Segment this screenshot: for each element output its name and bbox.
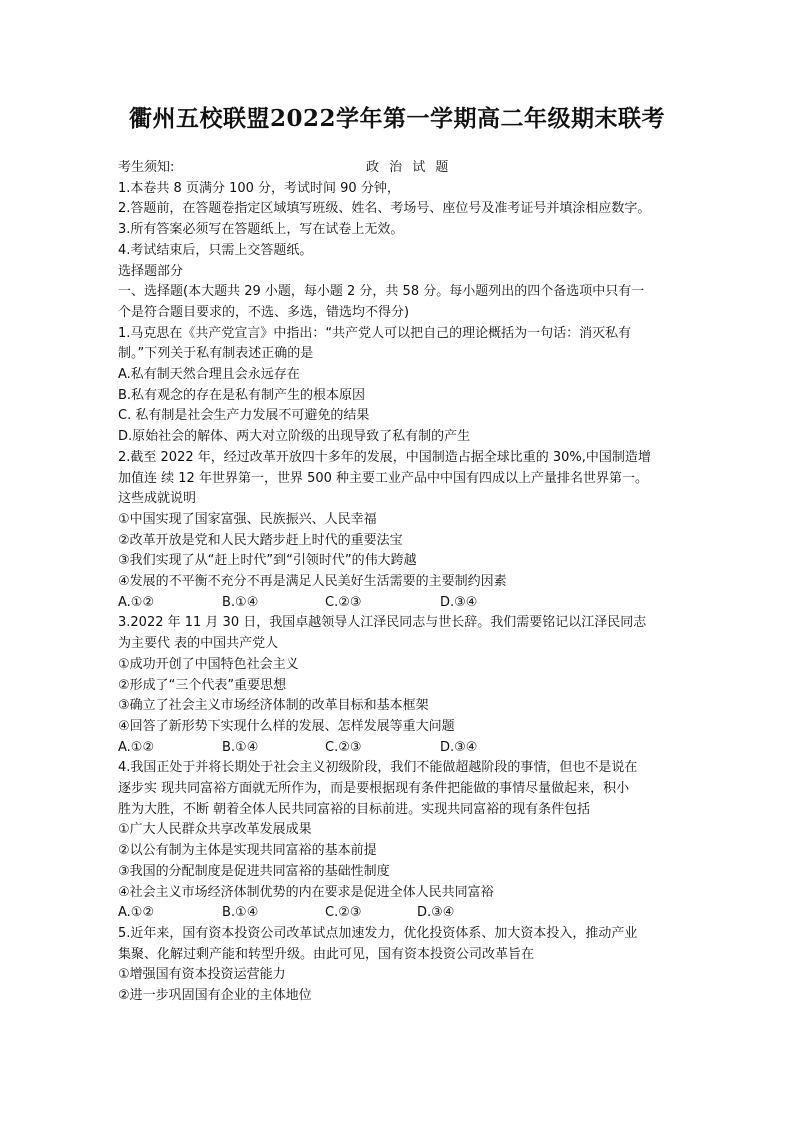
q5-statement-1: ①增强国有资本投资运营能力 — [118, 967, 286, 983]
q4-stem-line-2: 逐步实 现共同富裕方面就无所作为，而是要根据现有条件把能做的事情尽量做起来，积小 — [118, 781, 630, 797]
q3-option-c: C.②③ — [325, 739, 362, 755]
q3-statement-3: ③确立了社会主义市场经济体制的改革目标和基本框架 — [118, 698, 429, 714]
q3-statement-4: ④回答了新形势下实现什么样的发展、怎样发展等重大问题 — [118, 718, 455, 734]
q1-stem-line-1: 1.马克思在《共产党宣言》中指出：“共产党人可以把自己的理论概括为一句话：消灭私有 — [118, 325, 632, 341]
q5-stem-line-1: 5.近年来，国有资本投资公司改革试点加速发力，优化投资体系、加大资本投入，推动产业 — [118, 925, 638, 941]
q2-option-a: A.①② — [118, 594, 155, 610]
q2-option-d: D.③④ — [440, 594, 478, 610]
q4-statement-1: ①广大人民群众共享改革发展成果 — [118, 822, 312, 838]
subject-label: 政 治 试 题 — [366, 160, 452, 175]
q4-option-c: C.②③ — [325, 905, 362, 921]
q1-option-d: D.原始社会的解体、两大对立阶级的出现导致了私有制的产生 — [118, 429, 471, 445]
instruction-3: 3.所有答案必须写在答题纸上，写在试卷上无效。 — [118, 222, 404, 238]
q3-option-a: A.①② — [118, 739, 155, 755]
q2-stem-line-1: 2.截至 2022 年，经过改革开放四十多年的发展，中国制造占据全球比重的 30%,中国制造增 — [118, 449, 651, 465]
q4-option-b: B.①④ — [222, 905, 259, 921]
q4-statement-4: ④社会主义市场经济体制优势的内在要求是促进全体人民共同富裕 — [118, 884, 494, 900]
q3-options — [118, 738, 690, 759]
q4-stem-line-3: 胜为大胜，不断 朝着全体人民共同富裕的目标前进。实现共同富裕的现有条件包括 — [118, 801, 591, 817]
q2-statement-3: ③我们实现了从“赶上时代”到“引领时代”的伟大跨越 — [118, 553, 417, 569]
notice-label: 考生须知: — [118, 160, 175, 175]
q3-stem-line-1: 3.2022 年 11 月 30 日，我国卓越领导人江泽民同志与世长辞。我们需要铭记以江泽民同志 — [118, 615, 647, 631]
q5-statement-2: ②进一步巩固国有企业的主体地位 — [118, 988, 312, 1004]
instruction-4: 4.考试结束后，只需上交答题纸。 — [118, 242, 313, 258]
instruction-1: 1.本卷共 8 页满分 100 分，考试时间 90 分钟， — [118, 180, 400, 196]
q5-stem-line-2: 集聚、化解过剩产能和转型升级。由此可见，国有资本投资公司改革旨在 — [118, 946, 535, 962]
q2-statement-2: ②改革开放是党和人民大踏步赶上时代的重要法宝 — [118, 532, 403, 548]
q4-statement-2: ②以公有制为主体是实现共同富裕的基本前提 — [118, 843, 377, 859]
q3-statement-2: ②形成了“三个代表”重要思想 — [118, 677, 287, 693]
q1-option-b: B.私有观念的存在是私有制产生的根本原因 — [118, 387, 366, 403]
q2-stem-line-3: 这些成就说明 — [118, 491, 197, 507]
q2-statement-4: ④发展的不平衡不充分不再是满足人民美好生活需要的主要制约因素 — [118, 574, 507, 590]
q2-stem-line-2: 加值连 续 12 年世界第一，世界 500 种主要工业产品中中国有四成以上产量排名世界第一。 — [118, 470, 649, 486]
q4-option-a: A.①② — [118, 905, 155, 921]
q3-statement-1: ①成功开创了中国特色社会主义 — [118, 656, 299, 672]
section-part: 选择题部分 — [118, 263, 184, 279]
q1-option-a: A.私有制天然合理且会永远存在 — [118, 367, 300, 383]
q2-options — [118, 593, 690, 614]
q4-statement-3: ③我国的分配制度是促进共同富裕的基础性制度 — [118, 863, 390, 879]
q1-stem-line-2: 制。”下列关于私有制表述正确的是 — [118, 346, 314, 362]
q3-option-d: D.③④ — [440, 739, 478, 755]
q4-options — [118, 903, 690, 924]
exam-content — [118, 158, 690, 1007]
exam-title: 衢州五校联盟2022学年第一学期高二年级期末联考 — [128, 105, 665, 132]
q4-stem-line-1: 4.我国正处于并将长期处于社会主义初级阶段，我们不能做超越阶段的事情，但也不是说在 — [118, 760, 638, 776]
notice-row — [118, 158, 690, 179]
q1-option-c: C. 私有制是社会生产力发展不可避免的结果 — [118, 408, 370, 424]
section-heading-line-1: 一、选择题(本大题共 29 小题，每小题 2 分，共 58 分。每小题列出的四个备选项中只有一 — [118, 284, 645, 300]
instruction-2: 2.答题前，在答题卷指定区域填写班级、姓名、考场号、座位号及准考证号并填涂相应数字。 — [118, 201, 651, 217]
q3-option-b: B.①④ — [222, 739, 259, 755]
q2-statement-1: ①中国实现了国家富强、民族振兴、人民幸福 — [118, 511, 377, 527]
q2-option-b: B.①④ — [222, 594, 259, 610]
q3-stem-line-2: 为主要代 表的中国共产党人 — [118, 636, 279, 652]
q4-option-d: D.③④ — [417, 905, 455, 921]
q2-option-c: C.②③ — [325, 594, 362, 610]
section-heading-line-2: 个是符合题目要求的，不选、多选，错选均不得分) — [118, 304, 410, 320]
